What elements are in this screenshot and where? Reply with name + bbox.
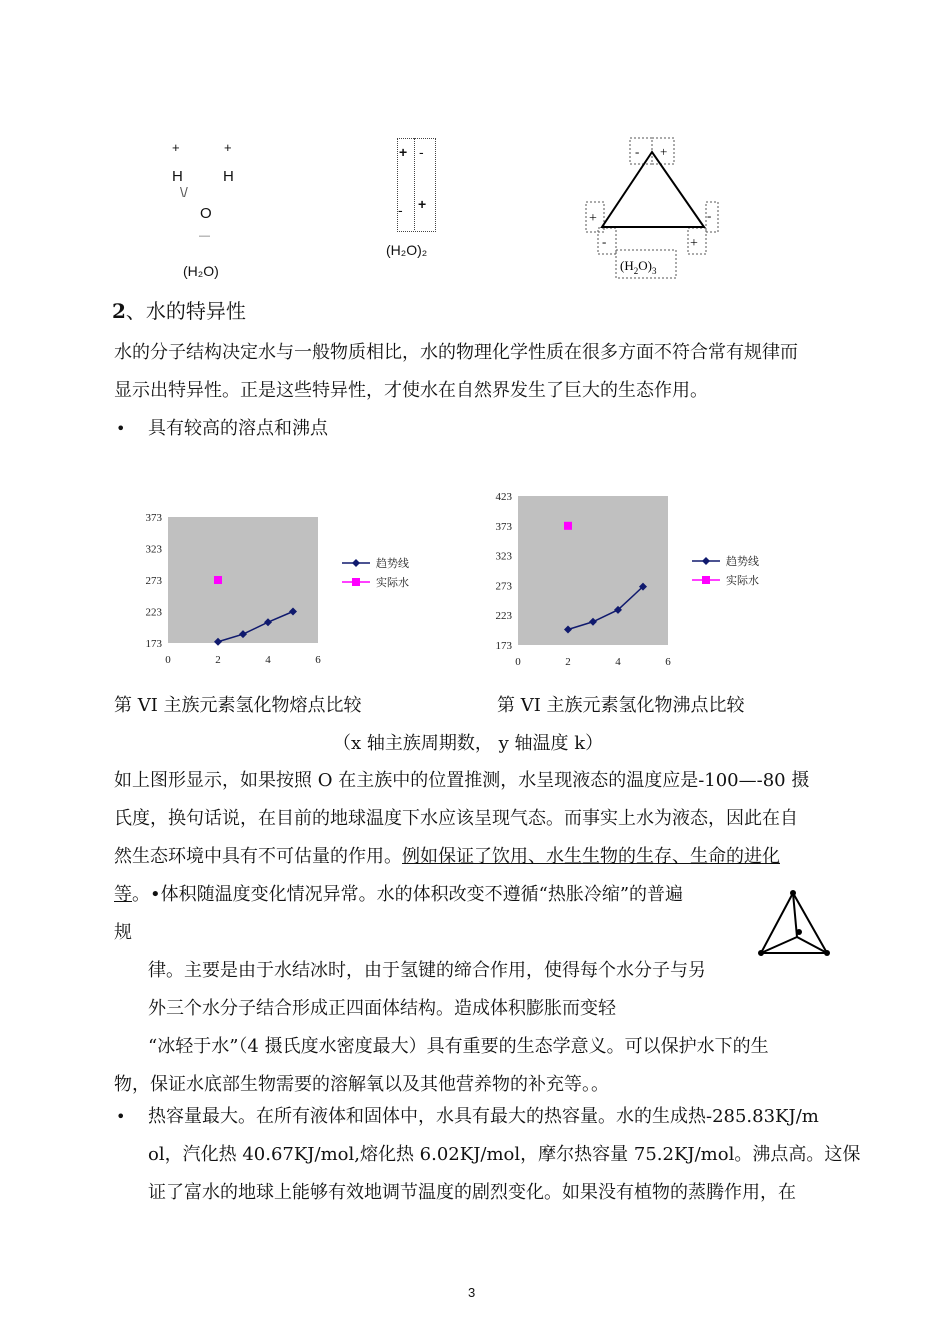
page-number: 3 bbox=[468, 1285, 476, 1300]
bond-lines: \/ bbox=[180, 184, 188, 200]
bullet-2-line-2: ol，汽化热 40.67KJ/mol,熔化热 6.02KJ/mol，摩尔热容量 75.2KJ/mol。沸点高。这保 bbox=[148, 1144, 861, 1165]
boiling-point-chart bbox=[470, 484, 790, 675]
x-tick-label: 0 bbox=[165, 654, 171, 666]
section-sep: 、 bbox=[125, 299, 146, 323]
y-tick-label: 323 bbox=[495, 550, 512, 563]
bullet-1-text: 具有较高的溶点和沸点 bbox=[148, 418, 328, 439]
trimer-minus-right: - bbox=[707, 208, 712, 223]
para2-line-4 bbox=[114, 884, 683, 906]
para2-line-8: “冰轻于水”（4 摄氏度水密度最大）具有重要的生态学意义。可以保护水下的生 bbox=[148, 1036, 769, 1057]
charge-minus: — bbox=[199, 230, 210, 242]
hydrogen-right: H bbox=[223, 168, 234, 185]
legend-water-marker bbox=[702, 576, 710, 584]
y-tick-label: 323 bbox=[145, 543, 162, 556]
para2-line-9: 物，保证水底部生物需要的溶解氧以及其他营养物的补充等。。 bbox=[114, 1074, 609, 1095]
section-heading bbox=[112, 300, 246, 322]
x-tick-label: 2 bbox=[565, 656, 571, 668]
tetrahedron-edge-left bbox=[761, 937, 797, 953]
para2-line-3 bbox=[114, 846, 780, 868]
melting-point-chart bbox=[120, 495, 440, 675]
y-tick-label: 273 bbox=[145, 575, 162, 587]
legend-water-marker bbox=[352, 578, 360, 586]
caption-axes: （x 轴主族周期数， y 轴温度 k） bbox=[333, 733, 604, 754]
x-tick-label: 6 bbox=[665, 656, 671, 668]
y-tick-label: 273 bbox=[495, 580, 512, 593]
trimer-triangle bbox=[602, 152, 704, 227]
tetrahedron-vertex-left bbox=[758, 950, 764, 956]
trimer-diagram bbox=[580, 132, 720, 282]
single-label: (H₂O) bbox=[183, 263, 219, 279]
caption-right: 第 VI 主族元素氢化物沸点比较 bbox=[497, 695, 745, 716]
para2-line-2: 氏度，换句话说，在目前的地球温度下水应该呈现气态。而事实上水为液态，因此在自 bbox=[114, 808, 798, 829]
hydrogen-left: H bbox=[172, 168, 183, 185]
para2-line-4-rest: 。•体积随温度变化情况异常。水的体积改变不遵循“热胀冷缩”的普遍 bbox=[132, 884, 684, 905]
para2-line-3-underlined: 例如保证了饮用、水生生物的生存、生命的进化 bbox=[402, 846, 780, 867]
x-tick-label: 6 bbox=[315, 654, 321, 666]
tetrahedron-vertex-right bbox=[824, 950, 830, 956]
x-tick-label: 4 bbox=[615, 656, 621, 668]
water-point bbox=[214, 576, 222, 584]
bullet-1-symbol: • bbox=[116, 419, 126, 438]
para2-line-5: 规 bbox=[114, 922, 132, 943]
para2-line-3-plain: 然生态环境中具有不可估量的作用。 bbox=[114, 846, 402, 867]
para2-line-1: 如上图形显示，如果按照 O 在主族中的位置推测，水呈现液态的温度应是-100—-80 摄 bbox=[114, 770, 810, 791]
trimer-minus-top: - bbox=[635, 144, 640, 159]
legend-trend-label: 趋势线 bbox=[726, 556, 759, 568]
y-tick-label: 173 bbox=[145, 638, 162, 650]
intro-line-1: 水的分子结构决定水与一般物质相比，水的物理化学性质在很多方面不符合常有规律而 bbox=[114, 342, 798, 363]
bullet-2-line-3: 证了富水的地球上能够有效地调节温度的剧烈变化。如果没有植物的蒸腾作用，在 bbox=[148, 1182, 796, 1203]
charge-plus-right: + bbox=[224, 140, 232, 155]
y-tick-label: 373 bbox=[495, 520, 512, 533]
para2-line-6: 律。主要是由于水结冰时，由于氢键的缔合作用，使得每个水分子与另 bbox=[148, 960, 706, 981]
tetrahedron-figure bbox=[755, 885, 835, 963]
y-tick-label: 173 bbox=[495, 640, 512, 652]
trimer-label: $(H_2O)_3$ bbox=[620, 258, 657, 276]
water-point bbox=[564, 522, 572, 530]
y-tick-label: 373 bbox=[145, 512, 162, 524]
trimer-plus-top: + bbox=[660, 144, 668, 159]
charge-plus-left: + bbox=[172, 140, 180, 155]
trimer-box-top-left bbox=[630, 138, 652, 164]
legend-trend-marker bbox=[702, 557, 710, 565]
tetrahedron-vertex-top bbox=[790, 890, 796, 896]
dimer-plus-top: + bbox=[399, 144, 408, 160]
dimer-minus-bottom: - bbox=[398, 202, 403, 218]
intro-line-2: 显示出特异性。正是这些特异性，才使水在自然界发生了巨大的生态作用。 bbox=[114, 380, 708, 401]
legend-water-label: 实际水 bbox=[376, 577, 409, 589]
dimer-label: (H₂O)₂ bbox=[386, 242, 428, 258]
para2-line-7: 外三个水分子结合形成正四面体结构。造成体积膨胀而变轻 bbox=[148, 998, 616, 1019]
x-tick-label: 4 bbox=[265, 654, 271, 666]
legend-trend-marker bbox=[352, 559, 360, 567]
trimer-box-bottom-left bbox=[598, 228, 616, 254]
dimer-minus-top: - bbox=[419, 144, 424, 160]
caption-left: 第 VI 主族元素氢化物熔点比较 bbox=[114, 695, 362, 716]
trimer-plus-left: + bbox=[589, 211, 597, 226]
x-tick-label: 2 bbox=[215, 654, 221, 666]
plot-area bbox=[168, 517, 318, 643]
bullet-2-symbol: • bbox=[116, 1107, 126, 1126]
dimer-plus-bottom: + bbox=[418, 196, 427, 212]
oxygen: O bbox=[200, 205, 212, 222]
trimer-plus-bottom-right: + bbox=[690, 236, 698, 251]
section-number: 2 bbox=[112, 299, 126, 323]
dimer-divider bbox=[414, 138, 415, 230]
y-tick-label: 423 bbox=[495, 491, 512, 503]
y-tick-label: 223 bbox=[495, 610, 512, 623]
legend-water-label: 实际水 bbox=[726, 575, 759, 587]
trimer-minus-bottom-left: - bbox=[602, 234, 607, 249]
section-title: 水的特异性 bbox=[145, 299, 246, 323]
y-tick-label: 223 bbox=[145, 606, 162, 619]
para2-line-4-underlined: 等 bbox=[114, 884, 132, 905]
x-tick-label: 0 bbox=[515, 656, 521, 668]
legend-trend-label: 趋势线 bbox=[376, 558, 409, 570]
bullet-2-line-1: 热容量最大。在所有液体和固体中，水具有最大的热容量。水的生成热-285.83KJ/m bbox=[148, 1106, 819, 1127]
tetrahedron-center bbox=[796, 929, 802, 935]
